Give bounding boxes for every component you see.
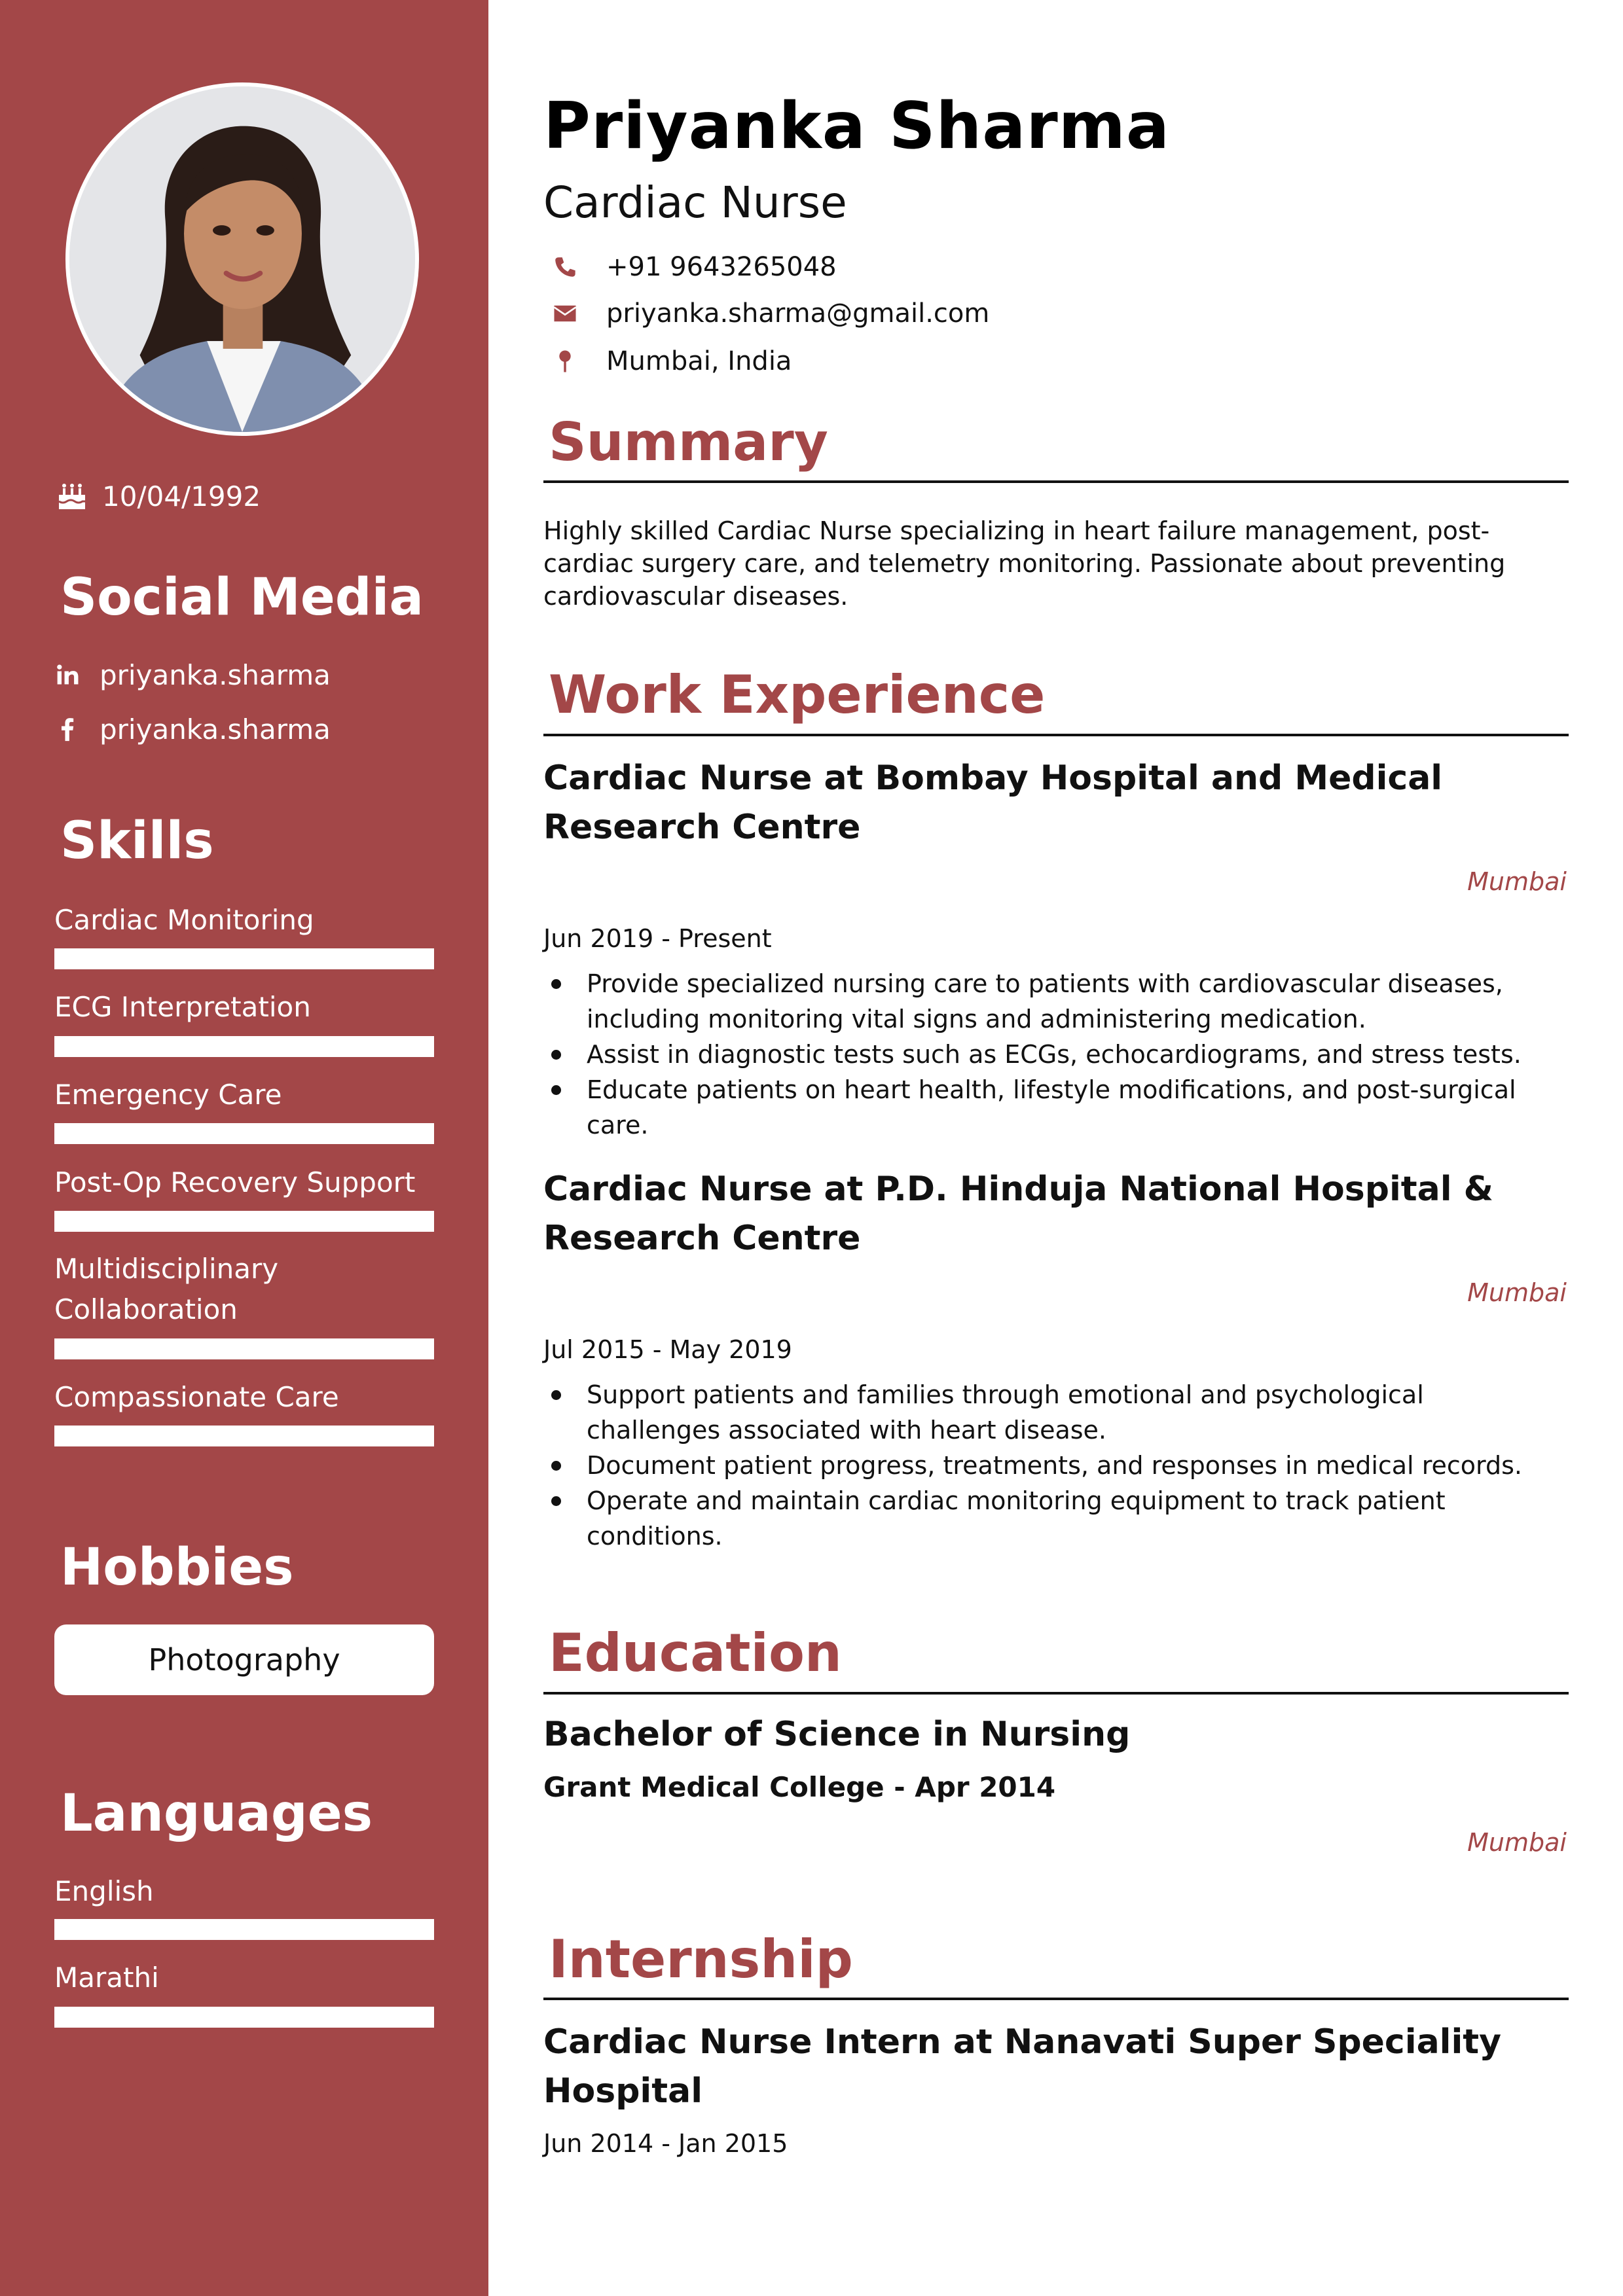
internship-title: Cardiac Nurse Intern at Nanavati Super Speciality Hospital <box>543 2022 1502 2111</box>
skill-label: Compassionate Care <box>54 1381 339 1413</box>
languages-heading: Languages <box>60 1784 373 1843</box>
job-bullet: Support patients and families through emotional and psychological challenges associated with heart disease. <box>543 1377 1565 1448</box>
section-divider <box>543 480 1569 483</box>
email-icon <box>550 298 580 329</box>
skill-bar <box>54 948 434 969</box>
education-heading: Education <box>549 1623 842 1683</box>
job-bullet: Provide specialized nursing care to patients with cardiovascular diseases, including monitoring vital signs and administering medication. <box>543 966 1565 1037</box>
job-dates: Jul 2015 - May 2019 <box>543 1335 792 1364</box>
date-of-birth <box>56 476 261 516</box>
job-bullet: Assist in diagnostic tests such as ECGs, echocardiograms, and stress tests. <box>543 1037 1565 1072</box>
hobbies-heading: Hobbies <box>60 1538 294 1597</box>
contact-phone[interactable] <box>550 249 837 285</box>
contact-location <box>550 343 792 380</box>
skill-bar <box>54 1123 434 1144</box>
job-title: Cardiac Nurse at P.D. Hinduja National Hospital & Research Centre <box>543 1170 1493 1258</box>
location-icon <box>550 346 580 376</box>
contact-email[interactable] <box>550 295 989 332</box>
skill-bar <box>54 1338 434 1359</box>
education-school: Grant Medical College - Apr 2014 <box>543 1771 1056 1803</box>
candidate-name: Priyanka Sharma <box>543 89 1171 164</box>
linkedin-handle: priyanka.sharma <box>100 658 331 691</box>
skill-bar <box>54 1211 434 1232</box>
job-bullets <box>543 966 1565 1143</box>
education-location: Mumbai <box>1467 1828 1567 1857</box>
hobby-pill: Photography <box>54 1624 434 1695</box>
phone-text: +91 9643265048 <box>606 252 837 282</box>
education-degree: Bachelor of Science in Nursing <box>543 1715 1131 1754</box>
dob-text: 10/04/1992 <box>102 480 261 512</box>
profile-photo <box>65 82 419 436</box>
language-bar <box>54 2007 434 2028</box>
facebook-icon <box>54 715 82 744</box>
section-divider <box>543 734 1569 736</box>
email-text: priyanka.sharma@gmail.com <box>606 298 990 329</box>
summary-text: Highly skilled Cardiac Nurse specializing in heart failure management, post-cardiac surgery care, and telemetry monitoring. Passionate about preventing cardiovascular diseases. <box>543 516 1506 611</box>
social-facebook[interactable] <box>54 711 331 747</box>
job-bullet: Document patient progress, treatments, and responses in medical records. <box>543 1448 1565 1483</box>
job-location: Mumbai <box>1467 867 1567 896</box>
skill-label: ECG Interpretation <box>54 991 311 1023</box>
phone-icon <box>550 252 580 282</box>
skill-label: Multidisciplinary Collaboration <box>54 1253 279 1325</box>
birthday-cake-icon <box>56 480 88 512</box>
section-divider <box>543 1692 1569 1695</box>
location-text: Mumbai, India <box>606 346 792 376</box>
job-bullet: Operate and maintain cardiac monitoring equipment to track patient conditions. <box>543 1483 1565 1554</box>
job-bullet: Educate patients on heart health, lifestyle modifications, and post-surgical care. <box>543 1072 1565 1143</box>
social-media-heading: Social Media <box>60 568 424 627</box>
skill-label: Emergency Care <box>54 1079 282 1111</box>
language-label: English <box>54 1875 154 1907</box>
job-location: Mumbai <box>1467 1278 1567 1307</box>
facebook-handle: priyanka.sharma <box>100 713 331 745</box>
main-content <box>488 0 1623 2296</box>
skill-bar <box>54 1426 434 1446</box>
skill-bar <box>54 1036 434 1057</box>
sidebar <box>0 0 488 2296</box>
skill-label: Post-Op Recovery Support <box>54 1166 416 1198</box>
language-label: Marathi <box>54 1962 159 1994</box>
candidate-role: Cardiac Nurse <box>543 177 847 228</box>
linkedin-icon <box>54 660 82 689</box>
section-divider <box>543 1998 1569 2000</box>
job-bullets <box>543 1377 1565 1554</box>
skills-heading: Skills <box>60 812 214 870</box>
skill-label: Cardiac Monitoring <box>54 904 314 936</box>
internship-heading: Internship <box>549 1929 853 1990</box>
social-linkedin[interactable] <box>54 656 331 693</box>
job-dates: Jun 2019 - Present <box>543 924 772 953</box>
job-title: Cardiac Nurse at Bombay Hospital and Medical Research Centre <box>543 759 1443 847</box>
summary-heading: Summary <box>549 412 828 473</box>
work-experience-heading: Work Experience <box>549 664 1046 725</box>
internship-dates: Jun 2014 - Jan 2015 <box>543 2129 788 2158</box>
language-bar <box>54 1919 434 1940</box>
